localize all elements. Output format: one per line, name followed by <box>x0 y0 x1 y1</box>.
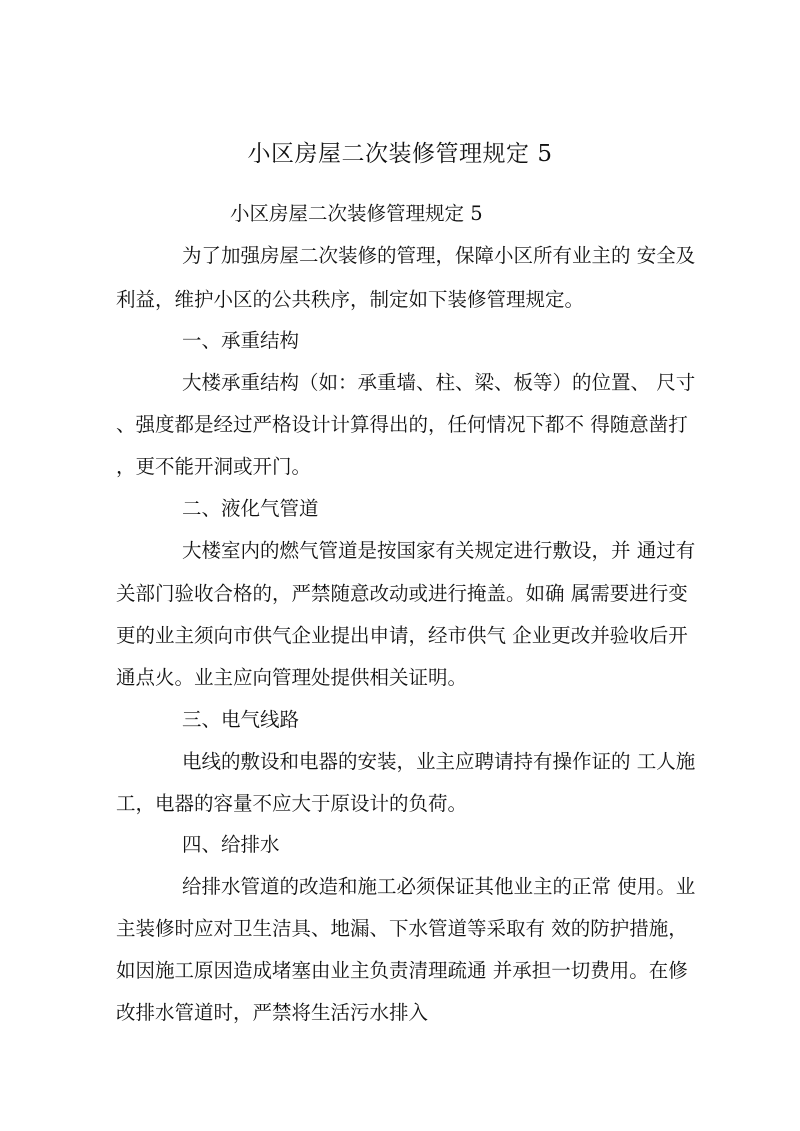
paragraph-line: 利益，维护小区的公共秩序，制定如下装修管理规定。 <box>116 288 585 311</box>
paragraph-line: 更的业主须向市供气企业提出申请，经市供气 企业更改并验收后开 <box>116 624 688 647</box>
paragraph-line: 关部门验收合格的，严禁随意改动或进行掩盖。如确 属需要进行变 <box>116 582 688 605</box>
paragraph-line: 主装修时应对卫生洁具、地漏、下水管道等采取有 效的防护措施， <box>116 917 688 940</box>
document-subtitle: 小区房屋二次装修管理规定 5 <box>230 202 483 225</box>
paragraph-line: 为了加强房屋二次装修的管理，保障小区所有业主的 安全及 <box>182 244 696 267</box>
document-title: 小区房屋二次装修管理规定 5 <box>247 141 553 167</box>
paragraph-line: 大楼承重结构（如：承重墙、柱、梁、板等）的位置、 尺寸 <box>182 371 696 394</box>
paragraph-line: 改排水管道时，严禁将生活污水排入 <box>116 1001 429 1024</box>
paragraph-line: 如因施工原因造成堵塞由业主负责清理疏通 并承担一切费用。在修 <box>116 959 688 982</box>
section-heading: 二、液化气管道 <box>182 497 319 520</box>
section-heading: 一、承重结构 <box>182 329 300 352</box>
paragraph-line: 通点火。业主应向管理处提供相关证明。 <box>116 666 468 689</box>
section-heading: 三、电气线路 <box>182 708 300 731</box>
paragraph-line: 给排水管道的改造和施工必须保证其他业主的正常 使用。业 <box>182 875 696 898</box>
section-heading: 四、给排水 <box>182 833 280 856</box>
paragraph-line: 电线的敷设和电器的安装，业主应聘请持有操作证的 工人施 <box>182 750 696 773</box>
paragraph-line: ，更不能开洞或开门。 <box>116 455 312 478</box>
paragraph-line: 大楼室内的燃气管道是按国家有关规定进行敷设，并 通过有 <box>182 539 696 562</box>
paragraph-line: 、强度都是经过严格设计计算得出的，任何情况下都不 得随意凿打 <box>116 413 688 436</box>
paragraph-line: 工，电器的容量不应大于原设计的负荷。 <box>116 792 468 815</box>
